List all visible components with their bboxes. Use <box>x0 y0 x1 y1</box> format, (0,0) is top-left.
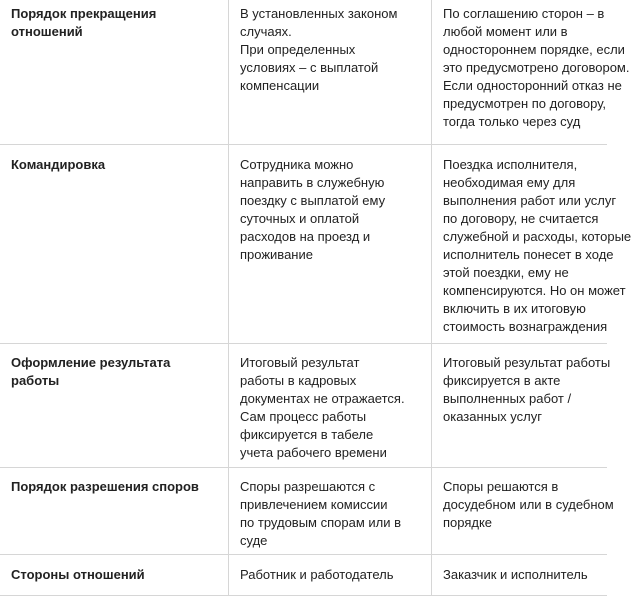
contractor-text-line: порядке <box>443 515 493 530</box>
row-label-line: Стороны отношений <box>11 567 145 582</box>
employee-text-line: Итоговый результат <box>240 355 360 370</box>
contractor-text-line: Поездка исполнителя, <box>443 157 578 172</box>
employee-text-line: поездку с выплатой ему <box>240 193 386 208</box>
row-label-cell <box>0 468 229 555</box>
row-label-line: отношений <box>11 24 83 39</box>
table-row <box>0 0 607 145</box>
employee-text-line: случаях. <box>240 24 292 39</box>
employee-cell <box>229 145 432 344</box>
employee-text-line: суточных и оплатой <box>240 211 360 226</box>
employee-text-line: Споры разрешаются с <box>240 479 376 494</box>
employee-cell <box>229 555 432 596</box>
row-label-cell <box>0 344 229 468</box>
table-row <box>0 344 607 468</box>
table-row <box>0 555 607 596</box>
contractor-text-line: исполнитель понесет в ходе <box>443 247 614 262</box>
contractor-text-line: фиксируется в акте <box>443 373 561 388</box>
employee-text-line: При определенных <box>240 42 356 57</box>
contractor-text-line: тогда только через суд <box>443 114 581 129</box>
employee-text-line: Сотрудника можно <box>240 157 354 172</box>
employee-cell <box>229 344 432 468</box>
contractor-text-line: предусмотрен по договору, <box>443 96 607 111</box>
row-label-line: работы <box>11 373 60 388</box>
contractor-text-line: По соглашению сторон – в <box>443 6 605 21</box>
employee-text-line: фиксируется в табеле <box>240 427 374 442</box>
employee-text-line: компенсации <box>240 78 320 93</box>
employee-text-line: суде <box>240 533 268 548</box>
row-label-line: Командировка <box>11 157 106 172</box>
contractor-text-line: оказанных услуг <box>443 409 542 424</box>
row-label-cell <box>0 0 229 145</box>
contractor-text-line: Споры решаются в <box>443 479 559 494</box>
employee-text-line: расходов на проезд и <box>240 229 371 244</box>
row-label-cell <box>0 555 229 596</box>
contractor-cell <box>432 0 630 145</box>
contractor-text-line: досудебном или в судебном <box>443 497 614 512</box>
contractor-text-line: компенсируются. Но он может <box>443 283 626 298</box>
contractor-text-line: включить в их итоговую <box>443 301 586 316</box>
employee-text-line: работы в кадровых <box>240 373 357 388</box>
employee-text-line: В установленных законом <box>240 6 398 21</box>
table-row <box>0 145 607 344</box>
employee-text-line: направить в служебную <box>240 175 385 190</box>
employee-text-line: привлечением комиссии <box>240 497 388 512</box>
contractor-cell <box>432 555 608 596</box>
employee-cell <box>229 468 432 555</box>
employee-text-line: проживание <box>240 247 313 262</box>
contractor-text-line: выполненных работ / <box>443 391 572 406</box>
contractor-text-line: стоимость вознаграждения <box>443 319 608 334</box>
contractor-text-line: Итоговый результат работы <box>443 355 611 370</box>
employee-text-line: условиях – с выплатой <box>240 60 379 75</box>
row-label-line: Порядок прекращения <box>11 6 157 21</box>
contractor-text-line: по договору, не считается <box>443 211 599 226</box>
employee-text-line: по трудовым спорам или в <box>240 515 402 530</box>
table-row <box>0 468 607 555</box>
contractor-text-line: одностороннем порядке, если <box>443 42 625 57</box>
row-label-cell <box>0 145 229 344</box>
employee-text-line: учета рабочего времени <box>240 445 387 460</box>
contractor-text-line: любой момент или в <box>443 24 568 39</box>
contractor-cell <box>432 468 614 555</box>
contractor-text-line: выполнения работ или услуг <box>443 193 617 208</box>
employee-text-line: Сам процесс работы <box>240 409 367 424</box>
contractor-text-line: служебной и расходы, которые <box>443 229 631 244</box>
contractor-text-line: это предусмотрено договором. <box>443 60 630 75</box>
employee-text-line: документах не отражается. <box>240 391 405 406</box>
contractor-text-line: необходимая ему для <box>443 175 576 190</box>
contractor-text-line: Заказчик и исполнитель <box>443 567 588 582</box>
contractor-cell <box>432 344 611 468</box>
contractor-text-line: этой поездки, ему не <box>443 265 569 280</box>
contractor-cell <box>432 145 631 344</box>
employee-cell <box>229 0 432 145</box>
row-label-line: Оформление результата <box>11 355 171 370</box>
employee-text-line: Работник и работодатель <box>240 567 394 582</box>
row-label-line: Порядок разрешения споров <box>11 479 199 494</box>
contractor-text-line: Если односторонний отказ не <box>443 78 622 93</box>
